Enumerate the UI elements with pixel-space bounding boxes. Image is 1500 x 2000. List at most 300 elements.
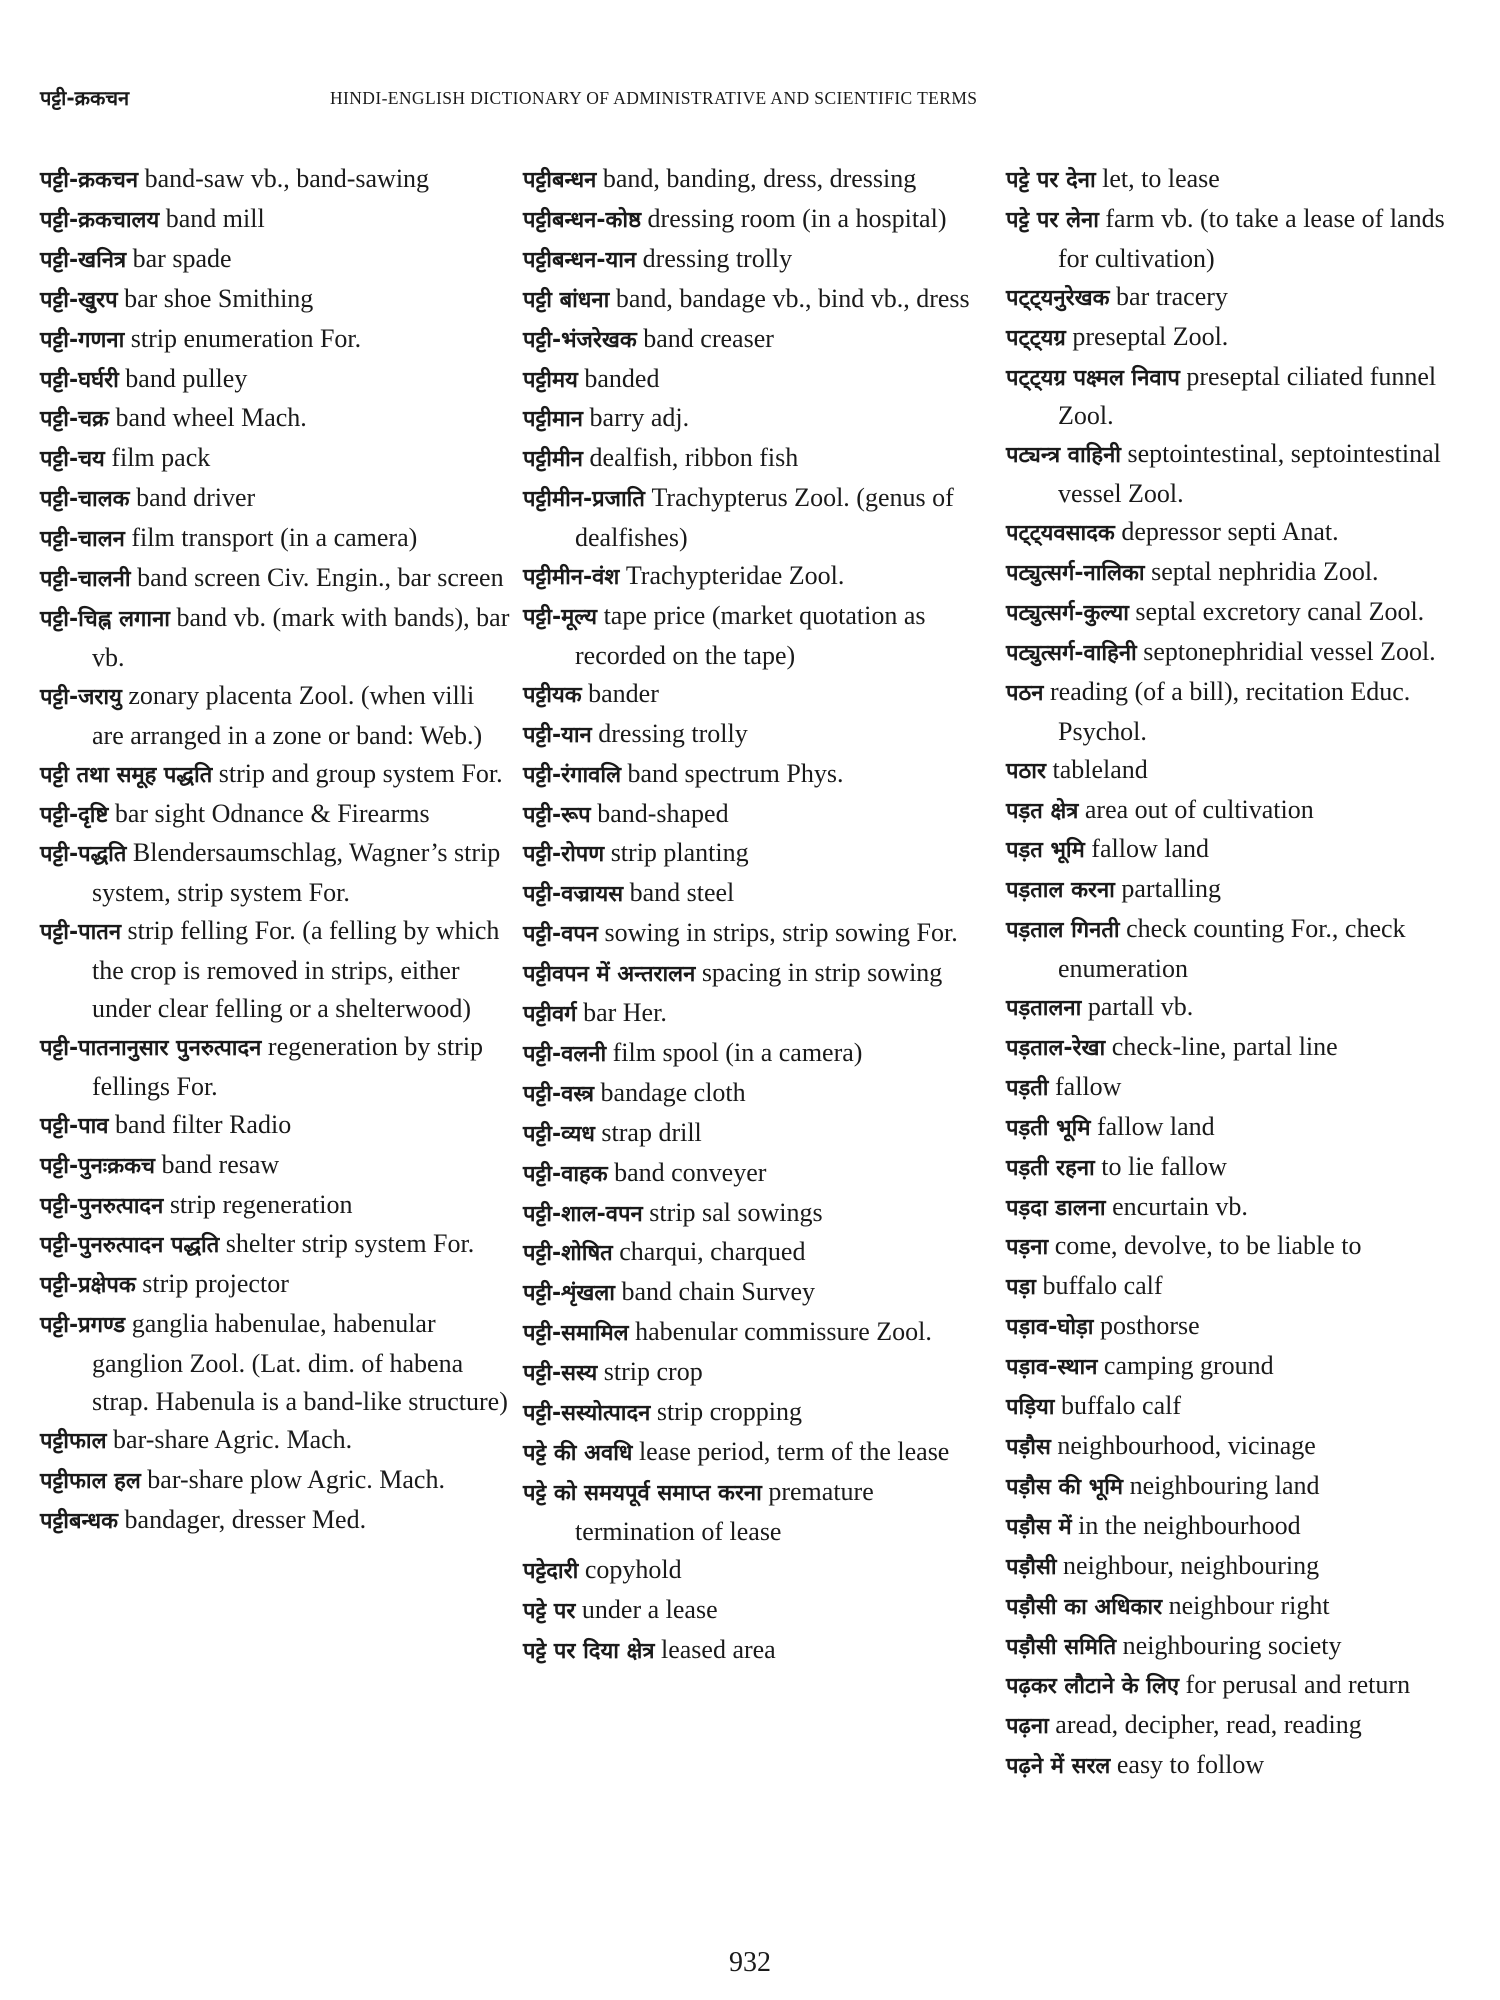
dictionary-entry (523, 1273, 993, 1313)
entry-headword: पढ़ने में सरल (1006, 1754, 1111, 1780)
entry-headword: पट्टीवपन में अन्तरालन (523, 962, 696, 988)
entry-definition: Blendersaumschlag, Wagner’s strip system, strip system For. (92, 838, 501, 908)
entry-headword: पड़ौसी समिति (1006, 1634, 1117, 1660)
entry-definition: band screen Civ. Engin., bar screen (137, 563, 504, 593)
entry-definition: septal excretory canal Zool. (1135, 596, 1425, 626)
dictionary-entry (40, 559, 510, 599)
entry-headword: पट्टी-चालक (40, 487, 130, 513)
entry-definition: spacing in strip sowing (701, 958, 943, 988)
entry-headword: पट्टी-वस्त्र (523, 1081, 595, 1107)
entry-definition: strap drill (601, 1117, 702, 1147)
entry-definition: bar Her. (583, 998, 667, 1028)
dictionary-entry (1006, 1467, 1476, 1507)
entry-headword: पट्टी-खुरप (40, 287, 118, 313)
entry-definition: buffalo calf (1060, 1391, 1182, 1421)
entry-definition: leased area (660, 1634, 776, 1664)
entry-definition: copyhold (584, 1554, 682, 1584)
entry-headword: पट्टीमीन (523, 447, 584, 473)
entry-headword: पट्टी-वपन (523, 922, 599, 948)
dictionary-entry (1006, 553, 1476, 593)
entry-headword: पठन (1006, 680, 1044, 706)
entry-headword: पट्टी-जरायु (40, 684, 122, 710)
entry-definition: strip crop (603, 1357, 703, 1387)
dictionary-entry (523, 160, 993, 200)
dictionary-entry (40, 439, 510, 479)
dictionary-entry (523, 755, 993, 795)
entry-headword: पट्टी-शाल-वपन (523, 1201, 643, 1227)
dictionary-entry (40, 1225, 510, 1265)
entry-definition: dressing room (in a hospital) (647, 203, 947, 233)
entry-definition: for perusal and return (1185, 1670, 1411, 1700)
dictionary-entry (523, 1473, 993, 1551)
entry-definition: strip enumeration For. (130, 323, 362, 353)
entry-definition: habenular commissure Zool. (635, 1317, 932, 1347)
dictionary-entry (40, 200, 510, 240)
entry-headword: पट्टीमय (523, 367, 578, 393)
dictionary-entry (1006, 1547, 1476, 1587)
entry-headword: पट्टी-चिह्न लगाना (40, 606, 171, 632)
dictionary-entry (1006, 318, 1476, 358)
entry-headword: पट्टी-सस्योत्पादन (523, 1401, 651, 1427)
entry-definition: strip sal sowings (649, 1197, 823, 1227)
dictionary-entry (523, 1393, 993, 1433)
entry-definition: dressing trolly (642, 243, 793, 273)
dictionary-entry (523, 1233, 993, 1273)
entry-definition: strip projector (142, 1269, 289, 1299)
dictionary-entry (523, 954, 993, 994)
column-3 (1006, 160, 1476, 1786)
entry-headword: पट्टे को समयपूर्व समाप्त करना (523, 1480, 762, 1506)
dictionary-entry (1006, 513, 1476, 553)
entry-definition: bar-share Agric. Mach. (113, 1425, 353, 1454)
entry-headword: पट्टीफाल हल (40, 1468, 141, 1494)
entry-headword: पट्टी-पुनरुत्पादन (40, 1193, 164, 1219)
dictionary-entry (1006, 1307, 1476, 1347)
entry-headword: पट्टीमान (523, 407, 584, 433)
entry-headword: पट्टे पर दिया क्षेत्र (523, 1638, 655, 1664)
dictionary-entry (40, 1421, 510, 1461)
dictionary-entry (40, 834, 510, 912)
dictionary-entry (40, 677, 510, 755)
entry-headword: पड़ताल करना (1006, 878, 1115, 904)
entry-headword: पट्टी-यान (523, 722, 592, 748)
entry-headword: पट्टी-खनित्र (40, 247, 127, 273)
entry-headword: पट्युत्सर्ग-कुल्या (1006, 600, 1129, 626)
entry-headword: पट्टी-पुनरुत्पादन पद्धति (40, 1233, 220, 1259)
entry-headword: पड़ौस में (1006, 1514, 1072, 1540)
entry-definition: bar-share plow Agric. Mach. (147, 1464, 445, 1494)
entry-definition: barry adj. (589, 403, 690, 433)
dictionary-entry (523, 1433, 993, 1473)
entry-definition: buffalo calf (1042, 1271, 1163, 1301)
entry-headword: पट्टी-भंजरेखक (523, 327, 637, 353)
entry-headword: पट्टे पर (523, 1598, 576, 1624)
dictionary-entry (523, 715, 993, 755)
entry-definition: encurtain vb. (1112, 1191, 1248, 1221)
dictionary-entry (523, 1194, 993, 1234)
dictionary-entry (40, 599, 510, 677)
entry-headword: पड़दा डालना (1006, 1195, 1106, 1221)
entry-definition: under a lease (581, 1594, 718, 1624)
entry-definition: film pack (111, 443, 211, 473)
entry-definition: strip regeneration (169, 1189, 353, 1219)
dictionary-entry (523, 1551, 993, 1591)
dictionary-entry (523, 479, 993, 557)
entry-headword: पड़ाव-घोड़ा (1006, 1315, 1094, 1341)
entry-headword: पट्टे पर देना (1006, 168, 1096, 193)
dictionary-entry (1006, 1028, 1476, 1068)
entry-definition: banded (584, 363, 660, 393)
entry-headword: पट्टी-सस्य (523, 1361, 598, 1387)
entry-headword: पड़ती (1006, 1075, 1049, 1101)
dictionary-entry (1006, 1507, 1476, 1547)
entry-headword: पड़ताल गिनती (1006, 918, 1120, 944)
dictionary-entry (40, 755, 510, 795)
entry-headword: पड़ती रहना (1006, 1155, 1095, 1181)
entry-definition: bandager, dresser Med. (124, 1504, 367, 1534)
dictionary-entry (1006, 160, 1476, 200)
dictionary-entry (40, 479, 510, 519)
entry-definition: to lie fallow (1101, 1151, 1227, 1181)
entry-headword: पट्टी-चय (40, 447, 105, 473)
entry-headword: पड़त भूमि (1006, 838, 1085, 864)
dictionary-entry (523, 675, 993, 715)
entry-headword: पट्टी-चालन (40, 527, 125, 553)
entry-definition: bander (588, 678, 659, 708)
dictionary-entry (40, 399, 510, 439)
dictionary-entry (523, 1631, 993, 1671)
entry-headword: पट्टी-रंगावलि (523, 762, 622, 788)
dictionary-entry (1006, 1666, 1476, 1706)
entry-definition: strip planting (610, 838, 749, 868)
entry-headword: पट्यन्त्र वाहिनी (1006, 443, 1121, 469)
entry-headword: पट्टी-मूल्य (523, 604, 598, 630)
dictionary-entry (1006, 1706, 1476, 1746)
entry-definition: ganglia habenulae, habenular ganglion Zool. (Lat. dim. of habena strap. Habenula is a band-like structure) (92, 1309, 508, 1417)
entry-definition: band wheel Mach. (115, 403, 307, 433)
dictionary-title: HINDI-ENGLISH DICTIONARY OF ADMINISTRATIVE AND SCIENTIFIC TERMS (330, 88, 978, 108)
entry-definition: premature termination of lease (575, 1476, 874, 1546)
entry-definition: check counting For., check enumeration (1058, 914, 1406, 984)
entry-headword: पड़ाव-स्थान (1006, 1355, 1098, 1381)
entry-headword: पढ़ना (1006, 1714, 1049, 1740)
entry-headword: पट्टी-शोषित (523, 1241, 613, 1267)
entry-headword: पट्टीमीन-प्रजाति (523, 487, 645, 513)
dictionary-entry (523, 1313, 993, 1353)
dictionary-entry (40, 1146, 510, 1186)
entry-headword: पट्टीबन्धन-कोष्ठ (523, 207, 642, 233)
entry-headword: पट्टीबन्धन-यान (523, 247, 637, 273)
entry-headword: पट्टे पर लेना (1006, 207, 1099, 233)
dictionary-entry (523, 834, 993, 874)
entry-definition: band vb. (mark with bands), bar vb. (92, 602, 510, 672)
dictionary-entry (1006, 200, 1476, 278)
dictionary-entry (40, 320, 510, 360)
dictionary-entry (40, 240, 510, 280)
entry-headword: पट्टी-क्रकचालय (40, 207, 160, 233)
entry-definition: farm vb. (to take a lease of lands for cultivation) (1058, 203, 1445, 273)
dictionary-entry (1006, 633, 1476, 673)
dictionary-entry (1006, 830, 1476, 870)
entry-definition: dealfish, ribbon fish (589, 443, 799, 473)
entry-headword: पट्टी-पातनानुसार पुनरुत्पादन (40, 1035, 262, 1061)
dictionary-entry (40, 1106, 510, 1146)
dictionary-entry (523, 1114, 993, 1154)
dictionary-entry (40, 1265, 510, 1305)
entry-definition: band resaw (161, 1149, 280, 1179)
entry-definition: band pulley (125, 363, 248, 393)
dictionary-entry (523, 439, 993, 479)
entry-definition: band spectrum Phys. (627, 758, 844, 788)
entry-headword: पट्युत्सर्ग-नालिका (1006, 561, 1145, 587)
entry-definition: film spool (in a camera) (612, 1037, 863, 1067)
entry-definition: band conveyer (614, 1157, 767, 1187)
entry-headword: पड़तालना (1006, 996, 1082, 1022)
entry-headword: पट्टी-दृष्टि (40, 802, 109, 828)
dictionary-entry (40, 912, 510, 1028)
entry-definition: band, banding, dress, dressing (602, 164, 917, 193)
entry-definition: band creaser (643, 323, 774, 353)
dictionary-entry (40, 1501, 510, 1541)
dictionary-entry (40, 1028, 510, 1106)
page-number: 932 (729, 1947, 771, 1978)
entry-headword: पड़ौसी (1006, 1554, 1057, 1580)
entry-headword: पट्टीफाल (40, 1429, 107, 1454)
entry-definition: easy to follow (1116, 1750, 1265, 1780)
dictionary-entry (523, 1154, 993, 1194)
column-1 (40, 160, 510, 1541)
entry-headword: पट्टी-घर्घरी (40, 367, 119, 393)
dictionary-entry (523, 874, 993, 914)
entry-definition: preseptal ciliated funnel Zool. (1058, 361, 1437, 431)
dictionary-entry (1006, 988, 1476, 1028)
entry-definition: fallow (1055, 1071, 1122, 1101)
dictionary-entry (1006, 1188, 1476, 1228)
entry-definition: film transport (in a camera) (131, 523, 418, 553)
entry-definition: Trachypterus Zool. (genus of dealfishes) (575, 483, 954, 553)
entry-definition: tape price (market quotation as recorded on the tape) (575, 600, 926, 670)
entry-definition: band steel (629, 878, 735, 908)
entry-headword: पट्टी-पुनःक्रकच (40, 1153, 155, 1179)
entry-headword: पट्टीवर्ग (523, 1002, 577, 1028)
dictionary-entry (1006, 358, 1476, 436)
entry-headword: पट्टी-पद्धति (40, 842, 127, 868)
entry-definition: aread, decipher, read, reading (1055, 1710, 1362, 1740)
dictionary-entry (40, 1461, 510, 1501)
entry-definition: band, bandage vb., bind vb., dress (615, 283, 970, 313)
dictionary-entry (40, 360, 510, 400)
entry-headword: पट्टी-चक्र (40, 407, 109, 433)
entry-definition: charqui, charqued (619, 1237, 806, 1267)
entry-definition: sowing in strips, strip sowing For. (604, 918, 958, 948)
entry-headword: पट्टी-पातन (40, 920, 122, 946)
entry-definition: regeneration by strip fellings For. (92, 1031, 484, 1101)
entry-definition: strip and group system For. (218, 758, 503, 788)
entry-headword: पट्ट्यग्र पक्ष्मल निवाप (1006, 365, 1180, 391)
entry-definition: bar tracery (1116, 281, 1228, 311)
entry-definition: dressing trolly (598, 718, 748, 748)
entry-headword: पड़िया (1006, 1395, 1055, 1421)
entry-headword: पट्टी-गणना (40, 327, 125, 353)
entry-headword: पड़ौस (1006, 1435, 1051, 1460)
entry-definition: come, devolve, to be liable to (1054, 1231, 1362, 1261)
entry-headword: पट्टी-समामिल (523, 1321, 629, 1347)
entry-definition: tableland (1052, 754, 1148, 784)
entry-headword: पट्टी-क्रकचन (40, 168, 139, 193)
entry-headword: पट्टी-पाव (40, 1113, 109, 1139)
entry-definition: posthorse (1100, 1311, 1200, 1341)
entry-headword: पट्ट्यनुरेखक (1006, 285, 1110, 311)
entry-definition: let, to lease (1102, 164, 1220, 193)
dictionary-entry (1006, 1627, 1476, 1667)
entry-definition: band mill (165, 203, 265, 233)
running-head (40, 82, 1460, 122)
dictionary-entry (523, 1353, 993, 1393)
entry-headword: पट्टी-वाहक (523, 1161, 608, 1187)
entry-definition: band driver (136, 483, 256, 513)
entry-headword: पट्टेदारी (523, 1558, 579, 1584)
dictionary-entry (40, 795, 510, 835)
dictionary-entry (1006, 1068, 1476, 1108)
dictionary-entry (523, 399, 993, 439)
entry-definition: septonephridial vessel Zool. (1143, 636, 1436, 666)
dictionary-entry (1006, 673, 1476, 751)
entry-headword: पट्टी-वलनी (523, 1041, 607, 1067)
entry-headword: पड़ौस की भूमि (1006, 1474, 1124, 1500)
entry-definition: fallow land (1096, 1111, 1215, 1141)
dictionary-entry (1006, 1587, 1476, 1627)
entry-definition: depressor septi Anat. (1121, 517, 1339, 547)
dictionary-entry (523, 360, 993, 400)
entry-headword: पट्टीयक (523, 682, 582, 708)
entry-definition: Trachypteridae Zool. (625, 561, 845, 591)
entry-definition: band filter Radio (115, 1109, 292, 1139)
entry-headword: पड़ती भूमि (1006, 1115, 1091, 1141)
entry-definition: bar spade (132, 243, 232, 273)
entry-definition: neighbour right (1168, 1590, 1330, 1620)
dictionary-entry (1006, 278, 1476, 318)
entry-definition: septal nephridia Zool. (1151, 557, 1379, 587)
column-2 (523, 160, 993, 1670)
entry-definition: neighbourhood, vicinage (1057, 1431, 1316, 1460)
entry-headword: पट्ट्यग्र (1006, 325, 1066, 351)
dictionary-entry (40, 160, 510, 200)
entry-definition: camping ground (1103, 1351, 1274, 1381)
dictionary-entry (1006, 593, 1476, 633)
entry-definition: band-shaped (597, 798, 729, 828)
entry-definition: strip cropping (656, 1397, 802, 1427)
entry-definition: shelter strip system For. (225, 1229, 475, 1259)
entry-headword: पड़ा (1006, 1275, 1036, 1301)
dictionary-entry (1006, 1427, 1476, 1467)
dictionary-entry (523, 1074, 993, 1114)
dictionary-entry (40, 519, 510, 559)
entry-headword: पट्टीबन्धन (523, 168, 597, 193)
entry-definition: area out of cultivation (1084, 794, 1314, 824)
entry-headword: पट्टी तथा समूह पद्धति (40, 762, 213, 788)
entry-headword: पट्टी बांधना (523, 287, 610, 313)
entry-headword: पड़त क्षेत्र (1006, 798, 1079, 824)
entry-definition: band chain Survey (621, 1277, 816, 1307)
entry-definition: band-saw vb., band-sawing (144, 164, 430, 193)
dictionary-entry (523, 597, 993, 675)
entry-headword: पट्युत्सर्ग-वाहिनी (1006, 640, 1137, 666)
dictionary-entry (1006, 1148, 1476, 1188)
entry-definition: preseptal Zool. (1072, 321, 1229, 351)
dictionary-entry (1006, 1746, 1476, 1786)
dictionary-entry (523, 320, 993, 360)
dictionary-entry (40, 280, 510, 320)
entry-definition: in the neighbourhood (1078, 1510, 1301, 1540)
dictionary-entry (523, 557, 993, 597)
entry-definition: bar shoe Smithing (124, 283, 314, 313)
dictionary-entry (523, 280, 993, 320)
entry-headword: पट्टी-वज्रायस (523, 882, 624, 908)
dictionary-entry (1006, 1347, 1476, 1387)
dictionary-entry (1006, 1227, 1476, 1267)
entry-headword: पट्ट्यवसादक (1006, 521, 1115, 547)
guide-word: पट्टी-क्रकचन (40, 86, 130, 110)
entry-headword: पट्टी-प्रगण्ड (40, 1313, 126, 1339)
entry-headword: पट्टे की अवधि (523, 1441, 633, 1466)
entry-headword: पट्टी-व्यध (523, 1121, 595, 1147)
entry-headword: पट्टी-प्रक्षेपक (40, 1273, 136, 1299)
entry-definition: partalling (1121, 874, 1222, 904)
dictionary-entry (1006, 870, 1476, 910)
entry-headword: पट्टी-शृंखला (523, 1281, 616, 1307)
dictionary-entry (40, 1186, 510, 1226)
dictionary-entry (1006, 1108, 1476, 1148)
dictionary-entry (523, 200, 993, 240)
entry-headword: पढ़कर लौटाने के लिए (1006, 1674, 1180, 1700)
entry-headword: पट्टी-रूप (523, 802, 591, 828)
entry-definition: partall vb. (1087, 992, 1194, 1022)
entry-headword: पड़ना (1006, 1235, 1049, 1261)
dictionary-entry (523, 1591, 993, 1631)
dictionary-entry (1006, 435, 1476, 513)
entry-definition: neighbouring society (1122, 1630, 1342, 1660)
entry-headword: पट्टीबन्धक (40, 1508, 119, 1534)
entry-definition: septointestinal, septointestinal vessel Zool. (1058, 439, 1441, 509)
dictionary-entry (40, 1305, 510, 1421)
entry-definition: zonary placenta Zool. (when villi are arranged in a zone or band: Web.) (92, 680, 483, 750)
dictionary-entry (523, 994, 993, 1034)
dictionary-entry (1006, 751, 1476, 791)
entry-headword: पट्टीमीन-वंश (523, 565, 620, 591)
entry-definition: bar sight Odnance & Firearms (114, 798, 430, 828)
entry-definition: fallow land (1091, 834, 1209, 864)
entry-definition: strip felling For. (a felling by which the crop is removed in strips, either under clear felling or a shelterwood) (92, 916, 500, 1024)
dictionary-entry (523, 914, 993, 954)
entry-headword: पट्टी-चालनी (40, 567, 131, 593)
entry-definition: neighbouring land (1129, 1470, 1320, 1500)
dictionary-entry (1006, 791, 1476, 831)
entry-headword: पड़ौसी का अधिकार (1006, 1594, 1163, 1620)
entry-headword: पट्टी-रोपण (523, 842, 605, 868)
dictionary-entry (1006, 1267, 1476, 1307)
entry-definition: bandage cloth (600, 1077, 746, 1107)
entry-headword: पठार (1006, 758, 1046, 784)
entry-definition: lease period, term of the lease (638, 1437, 950, 1466)
dictionary-entry (523, 1034, 993, 1074)
entry-headword: पड़ताल-रेखा (1006, 1035, 1106, 1061)
dictionary-entry (1006, 910, 1476, 988)
dictionary-entry (523, 240, 993, 280)
entry-definition: check-line, partal line (1111, 1031, 1338, 1061)
dictionary-entry (523, 795, 993, 835)
entry-definition: neighbour, neighbouring (1063, 1550, 1320, 1580)
entry-definition: reading (of a bill), recitation Educ. Psychol. (1050, 676, 1411, 746)
